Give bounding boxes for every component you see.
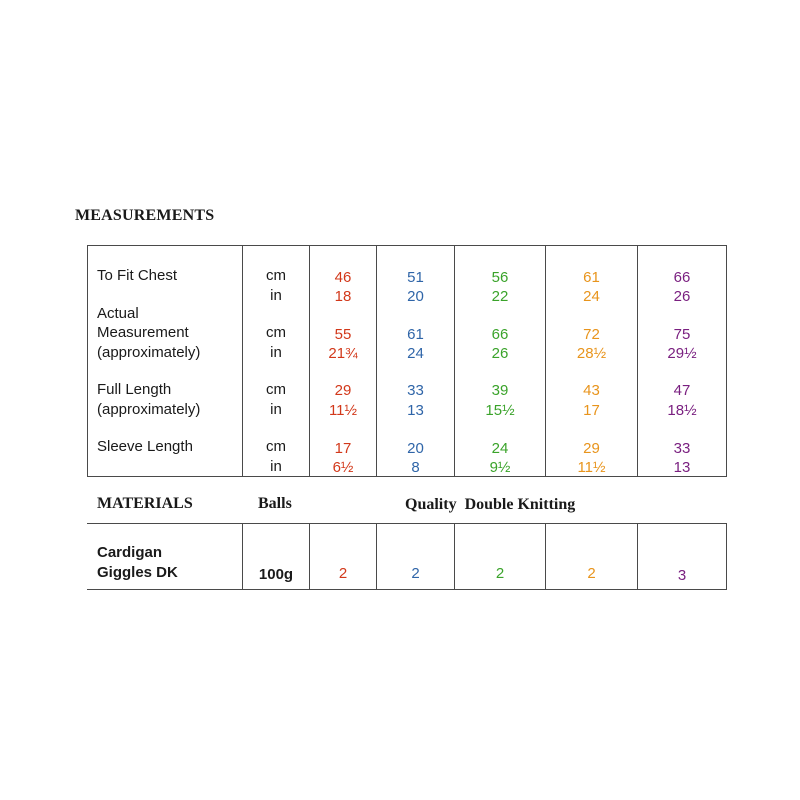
size-value: 20 — [407, 288, 424, 305]
size-value: 29 — [334, 382, 352, 399]
size-value: 21¾ — [328, 345, 358, 362]
unit-label: cm — [266, 381, 286, 398]
table-bottom-border — [87, 589, 727, 590]
measurements-heading: MEASUREMENTS — [75, 207, 215, 224]
row-label: To Fit Chest — [97, 267, 178, 284]
size-value: 17 — [334, 440, 352, 457]
unit-label: cm — [266, 324, 286, 341]
size-value: 72 — [583, 326, 600, 343]
yarn-name: Giggles DK — [97, 564, 178, 581]
yarn-name: Cardigan — [97, 544, 163, 561]
size-value: 33 — [673, 440, 691, 457]
table-left-border — [87, 245, 88, 476]
row-label: (approximately) — [97, 401, 201, 418]
size-value: 47 — [673, 382, 691, 399]
unit-label: cm — [266, 267, 286, 284]
unit-label: in — [270, 344, 282, 361]
size-value: 8 — [411, 459, 420, 476]
ball-count: 2 — [411, 565, 420, 582]
size-value: 24 — [407, 345, 424, 362]
size-value: 66 — [491, 326, 509, 343]
size-value: 43 — [583, 382, 600, 399]
size-value: 26 — [491, 345, 509, 362]
size-value: 6½ — [332, 459, 354, 476]
size-value: 20 — [407, 440, 424, 457]
size-value: 29½ — [667, 345, 697, 362]
ball-weight: 100g — [258, 566, 294, 583]
size-value: 29 — [583, 440, 600, 457]
size-value: 51 — [407, 269, 424, 286]
size-value: 28½ — [576, 345, 607, 362]
ball-count: 2 — [587, 565, 596, 582]
size-value: 75 — [673, 326, 691, 343]
unit-label: in — [270, 458, 282, 475]
size-value: 61 — [407, 326, 424, 343]
row-label: Sleeve Length — [97, 438, 193, 455]
size-value: 11½ — [328, 402, 358, 419]
size-value: 26 — [673, 288, 691, 305]
row-label: (approximately) — [97, 344, 201, 361]
unit-label: in — [270, 287, 282, 304]
ball-count: 3 — [677, 567, 687, 584]
quality-heading: Quality Double Knitting — [405, 496, 576, 513]
size-value: 15½ — [485, 402, 515, 419]
ball-count: 2 — [495, 565, 505, 582]
size-value: 61 — [583, 269, 600, 286]
table-top-border — [87, 245, 727, 246]
materials-divider — [87, 523, 727, 524]
size-value: 13 — [673, 459, 691, 476]
size-value: 24 — [583, 288, 600, 305]
ball-count: 2 — [338, 565, 348, 582]
size-value: 33 — [407, 382, 424, 399]
size-value: 39 — [491, 382, 509, 399]
row-label: Full Length — [97, 381, 172, 398]
table-right-border — [726, 245, 727, 476]
size-value: 24 — [491, 440, 509, 457]
balls-heading: Balls — [258, 495, 292, 512]
size-value: 55 — [334, 326, 352, 343]
size-value: 56 — [491, 269, 509, 286]
size-value: 13 — [407, 402, 424, 419]
row-label: Actual — [97, 305, 139, 322]
size-value: 46 — [334, 269, 352, 286]
row-label: Measurement — [97, 324, 189, 341]
size-value: 22 — [491, 288, 509, 305]
size-value: 11½ — [577, 459, 606, 476]
unit-label: cm — [266, 438, 286, 455]
size-value: 66 — [673, 269, 691, 286]
unit-label: in — [270, 401, 282, 418]
materials-heading: MATERIALS — [97, 495, 193, 512]
size-value: 17 — [583, 402, 600, 419]
table-right-border — [726, 523, 727, 589]
size-value: 18 — [334, 288, 352, 305]
size-value: 9½ — [489, 459, 511, 476]
size-value: 18½ — [667, 402, 697, 419]
